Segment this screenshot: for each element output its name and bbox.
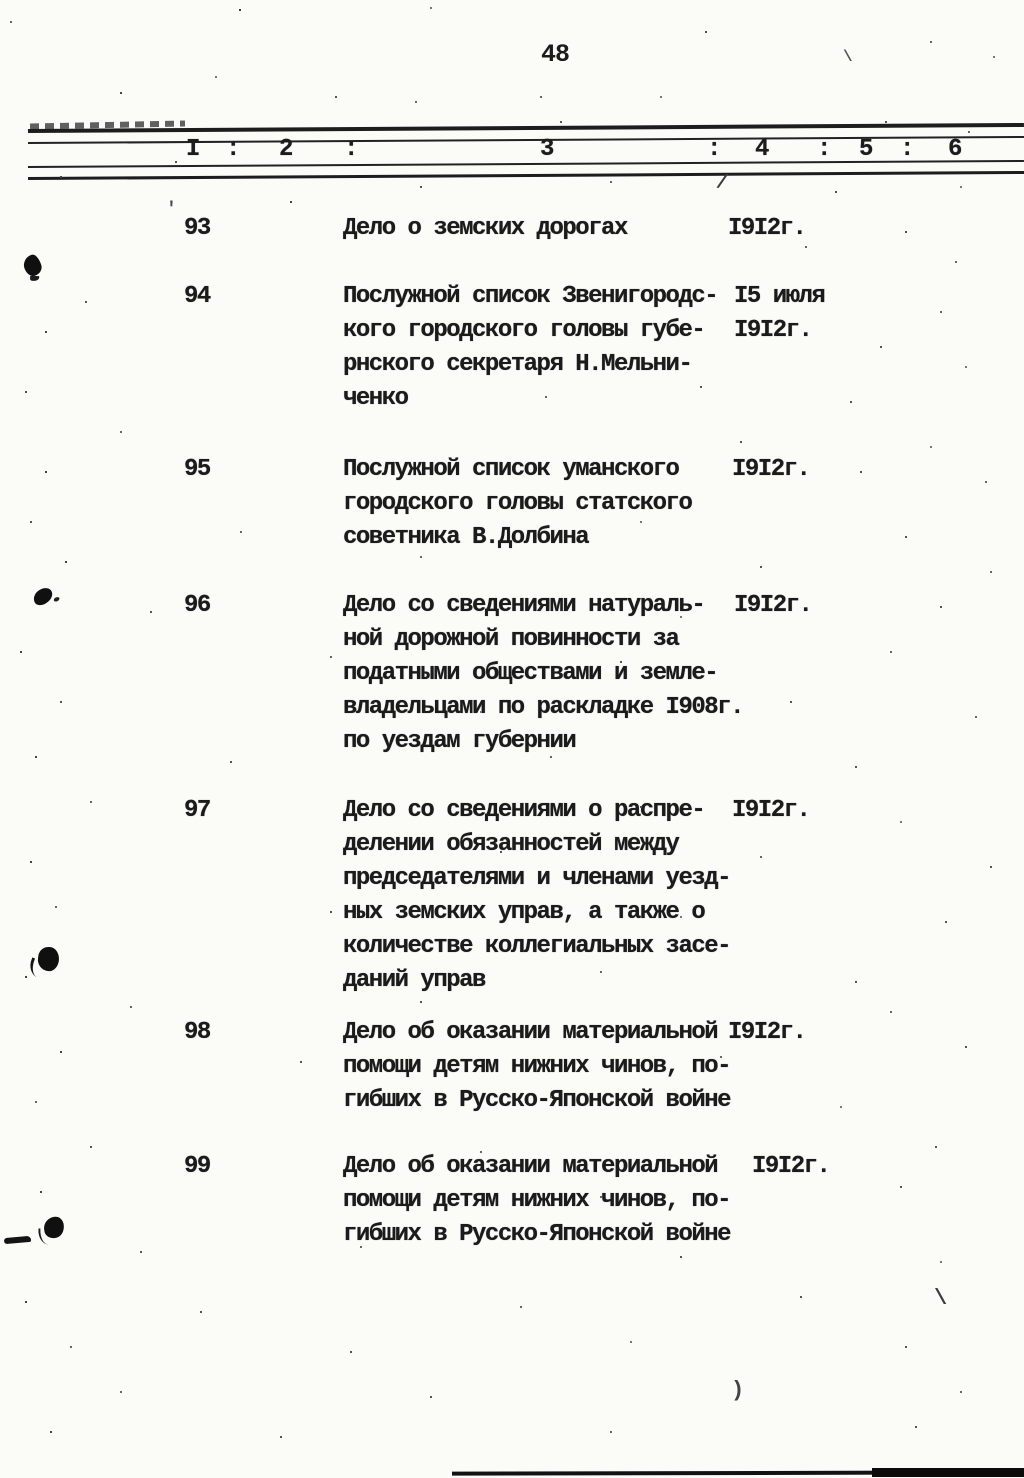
- entry-date-line: I9I2г.: [728, 1019, 806, 1046]
- header-separator: :: [900, 136, 914, 163]
- header-col-5: 5: [859, 136, 873, 163]
- header-col-4: 4: [755, 136, 769, 163]
- entry-title-line: гибших в Русско-Японской войне: [343, 1221, 731, 1248]
- entry-title-line: Дело со сведениями о распре-: [343, 797, 705, 824]
- entry-title-line: помощи детям нижних чинов, по-: [343, 1187, 731, 1214]
- entry-title-line: Дело об оказании материальной: [343, 1019, 718, 1046]
- entry-date-line: I9I2г.: [728, 215, 806, 242]
- entry-dates: [752, 1150, 829, 1184]
- scan-artifact: \: [843, 48, 853, 66]
- scan-artifact: /: [714, 171, 730, 196]
- entry-title-line: владельцами по раскладке I908г.: [343, 694, 743, 721]
- ink-blob: [36, 946, 60, 973]
- ink-dash-mark: [4, 1236, 31, 1244]
- entry-date-line: I5 июля: [734, 283, 825, 310]
- entry-date-line: I9I2г.: [732, 797, 810, 824]
- entry-title-line: гибших в Русско-Японской войне: [343, 1087, 731, 1114]
- header-separator: :: [817, 136, 831, 163]
- header-col-2: 2: [279, 136, 293, 163]
- entry-date-line: I9I2г.: [734, 317, 812, 344]
- scan-artifact: ': [166, 200, 177, 220]
- entry-title-line: ных земских управ, а также о: [343, 899, 705, 926]
- entry-number: 93: [184, 215, 210, 242]
- entry-dates: [728, 212, 805, 246]
- entry-title-line: даний управ: [343, 967, 485, 994]
- dust-specks: [0, 0, 2, 2]
- entry-dates: [728, 1016, 805, 1050]
- entry-title: [343, 280, 717, 416]
- entry-title-line: Послужной список уманского: [343, 456, 679, 483]
- entry-date-line: I9I2г.: [734, 592, 812, 619]
- entry-number: 98: [184, 1019, 210, 1046]
- entry-number: 99: [184, 1153, 210, 1180]
- entry-title-line: кого городского головы губе-: [343, 317, 705, 344]
- entry-title: [343, 1150, 730, 1252]
- entry-title: [343, 453, 691, 555]
- entry-title: [343, 1016, 730, 1118]
- header-col-6: 6: [948, 136, 962, 163]
- entry-title: [343, 794, 730, 998]
- entry-title-line: председателями и членами уезд-: [343, 865, 731, 892]
- entry-dates: [734, 589, 811, 623]
- entry-date-line: I9I2г.: [752, 1153, 830, 1180]
- header-col-3: 3: [540, 136, 554, 163]
- entry-title-line: ченко: [343, 385, 408, 412]
- entry-dates: [732, 794, 809, 828]
- entry-title: [343, 212, 627, 246]
- table-header-rule-bottom: [28, 160, 1024, 180]
- bottom-edge-line: [872, 1468, 1024, 1477]
- entry-title-line: количестве коллегиальных засе-: [343, 933, 731, 960]
- ink-blob: [21, 253, 44, 278]
- scan-artifact: ): [731, 1378, 745, 1403]
- header-separator: :: [226, 136, 240, 163]
- entry-dates: [734, 280, 824, 348]
- ink-blob: [31, 585, 56, 607]
- entry-title-line: Дело со сведениями натураль-: [343, 592, 705, 619]
- entry-title-line: ной дорожной повинности за: [343, 626, 679, 653]
- entry-title-line: помощи детям нижних чинов, по-: [343, 1053, 731, 1080]
- page-number: 48: [540, 40, 569, 69]
- entry-title-line: советника В.Долбина: [343, 524, 589, 551]
- entry-title-line: Послужной список Звенигородс-: [343, 283, 718, 310]
- header-separator: :: [707, 136, 721, 163]
- entry-title-line: рнского секретаря Н.Мельни-: [343, 351, 692, 378]
- header-separator: :: [344, 136, 358, 163]
- ink-blob: [43, 1216, 66, 1240]
- entry-title-line: Дело об оказании материальной: [343, 1153, 718, 1180]
- entry-title-line: Дело о земских дорогах: [343, 215, 627, 242]
- entry-number: 96: [184, 592, 210, 619]
- header-col-1: I: [186, 136, 200, 163]
- entry-number: 95: [184, 456, 210, 483]
- entry-title-line: городского головы статского: [343, 490, 692, 517]
- entry-title-line: податными обществами и земле-: [343, 660, 718, 687]
- entry-date-line: I9I2г.: [732, 456, 810, 483]
- entry-title-line: по уездам губернии: [343, 728, 576, 755]
- entry-title-line: делении обязанностей между: [343, 831, 679, 858]
- scan-artifact: \: [934, 1286, 948, 1311]
- entry-number: 97: [184, 797, 210, 824]
- entry-title: [343, 589, 743, 759]
- entry-number: 94: [184, 283, 210, 310]
- entry-dates: [732, 453, 809, 487]
